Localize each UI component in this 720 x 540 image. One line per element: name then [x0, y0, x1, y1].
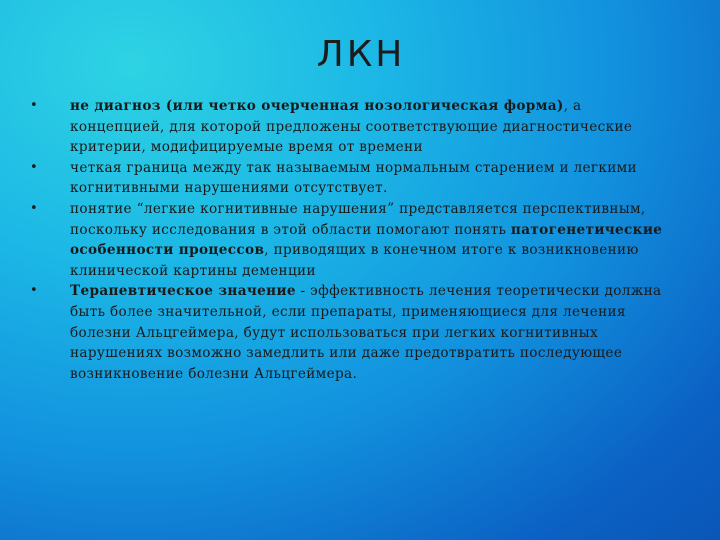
bullet-1-text: , а концепцией, для которой предложены соответствующие диагностические критерии, модифицируемые время от времени: [70, 98, 633, 156]
bullet-list: [30, 96, 680, 384]
bullet-icon: •: [30, 200, 39, 216]
bullet-3-text-before: понятие “легкие когнитивные нарушения” представляется перспективным, поскольку исследования в этой области помогают понять: [70, 200, 646, 238]
bullet-item-4: [30, 281, 680, 384]
bullet-1-bold: не диагноз (или четко очерченная нозологическая форма): [70, 98, 564, 114]
bullet-item-1: [30, 96, 680, 158]
slide-title: ЛКН: [316, 34, 406, 75]
bullet-item-2: [30, 158, 680, 199]
bullet-icon: •: [30, 98, 39, 113]
bullet-4-bold: Терапевтическое значение: [70, 283, 296, 300]
bullet-3-text-after: , приводящих в конечном итоге к возникновению клинической картины деменции: [70, 242, 639, 279]
bullet-icon: •: [30, 159, 39, 175]
bullet-3-bold: патогенетические особенности процессов: [70, 221, 663, 259]
bullet-2-text: четкая граница между так называемым нормальным старением и легкими когнитивными нарушениями отсутствует.: [70, 159, 637, 197]
bullet-4-text: - эффективность лечения теоретически должна быть более значительной, если препараты, применяющиеся для лечения болезни Альцгеймера, будут использоваться при легких когнитивных нарушениях возможно замедлить или даже предотвратить последующее возникновение болезни Альцгеймера.: [70, 283, 662, 382]
bullet-item-3: [30, 199, 680, 281]
bullet-icon: •: [30, 283, 39, 299]
